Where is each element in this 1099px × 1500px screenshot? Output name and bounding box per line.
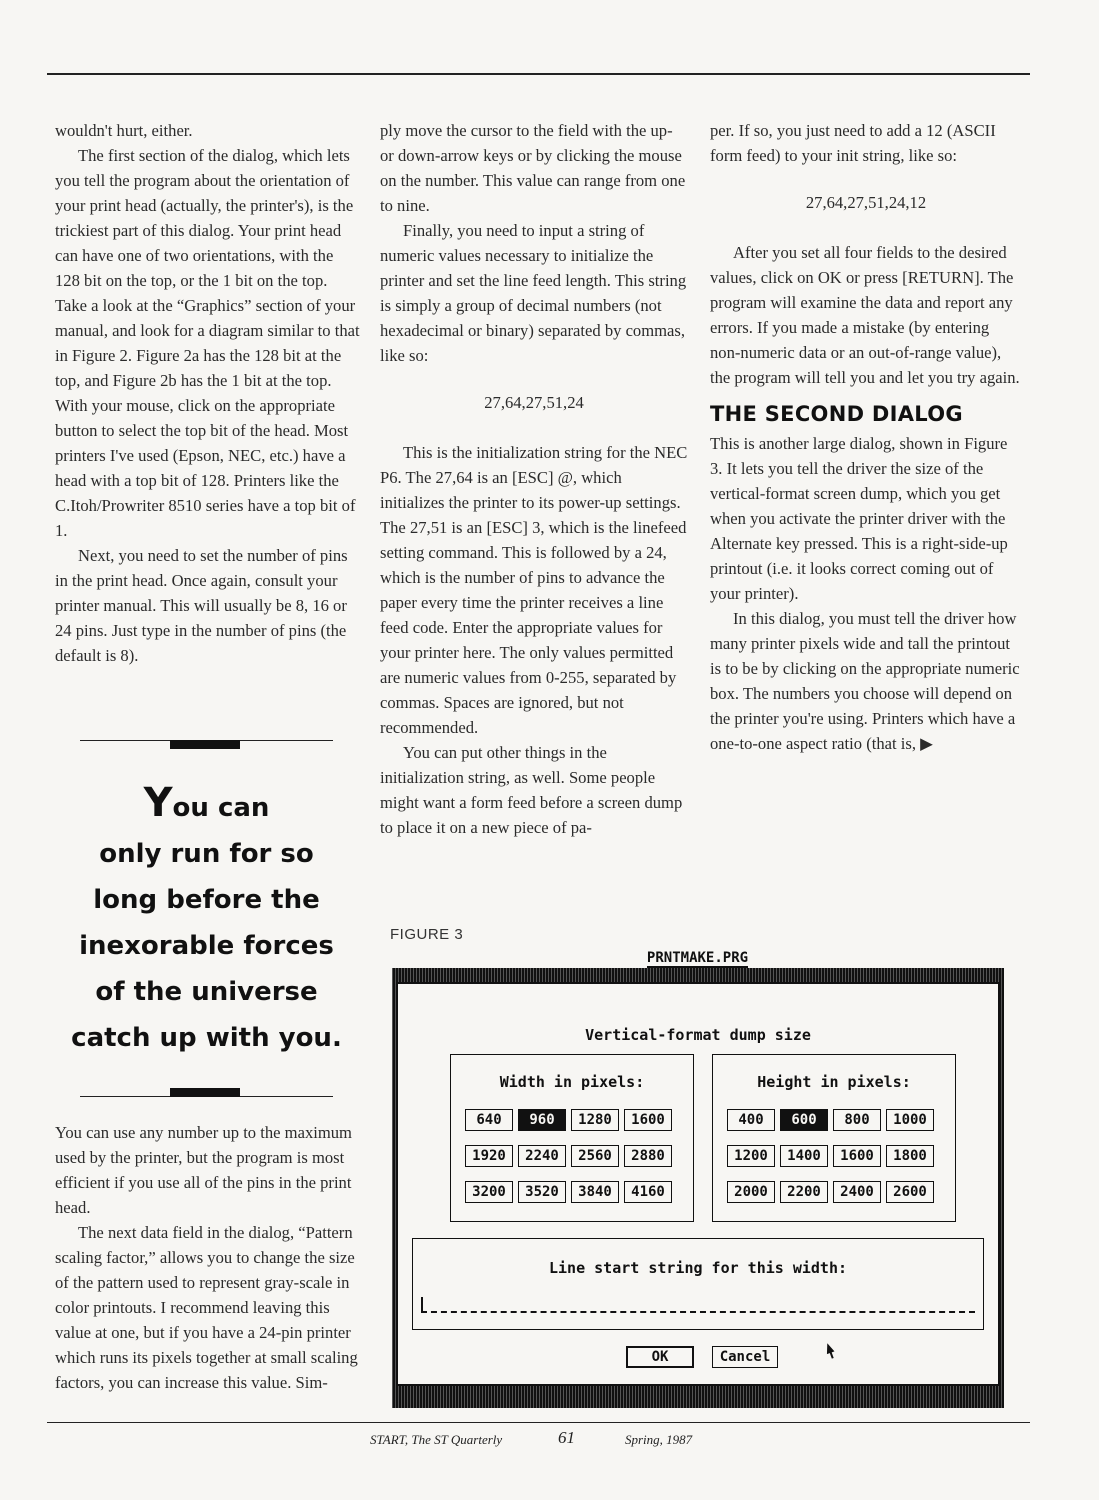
width-option-button[interactable]: 3200 <box>465 1181 513 1203</box>
pull-quote-text: You can only run for so long before the inexorable forces of the universe catch up with you. <box>71 780 342 1053</box>
width-option-button[interactable]: 1600 <box>624 1109 672 1131</box>
article-column-1 <box>55 118 360 668</box>
height-option-button[interactable]: 1800 <box>886 1145 934 1167</box>
height-button-grid <box>727 1109 934 1203</box>
paragraph: ply move the cursor to the field with the up- or down-arrow keys or by clicking the mouse on the number. This value can range from one to nine. <box>380 121 686 215</box>
height-group-title: Height in pixels: <box>757 1073 911 1091</box>
width-option-button[interactable]: 960 <box>518 1109 566 1131</box>
paragraph: You can use any number up to the maximum used by the printer, but the program is most efficient if you use all of the pins in the print head. <box>55 1123 352 1217</box>
line-start-group <box>412 1238 984 1330</box>
paragraph: After you set all four fields to the desired values, click on OK or press [RETURN]. The program will examine the data and report any errors. If you made a mistake (by entering non-numeric data or an out-of-range value), the program will tell you and let you try again. <box>710 243 1020 387</box>
window-title: PRNTMAKE.PRG <box>646 950 749 966</box>
paragraph: This is another large dialog, shown in Figure 3. It lets you tell the driver the size of the vertical-format screen dump, which you get when you activate the printer driver with the Alternate key pressed. This is a right-side-up printout (i.e. it looks correct coming out of your printer). <box>710 434 1008 603</box>
height-option-button[interactable]: 1600 <box>833 1145 881 1167</box>
dialog-panel <box>396 982 1000 1386</box>
dialog-heading: Vertical-format dump size <box>585 1026 811 1044</box>
width-option-button[interactable]: 4160 <box>624 1181 672 1203</box>
pull-quote-bottom-rule <box>55 1083 358 1097</box>
cancel-button[interactable]: Cancel <box>712 1346 778 1368</box>
paragraph: Finally, you need to input a string of numeric values necessary to initialize the printer and set the line feed length. This string is simply a group of decimal numbers (not hexadecimal or binary) separated by commas, like so: <box>380 221 687 365</box>
width-option-button[interactable]: 3520 <box>518 1181 566 1203</box>
footer-publication: START, The ST Quarterly <box>370 1432 503 1447</box>
width-option-button[interactable]: 1920 <box>465 1145 513 1167</box>
width-button-grid <box>465 1109 672 1203</box>
ok-button[interactable]: OK <box>626 1346 694 1368</box>
paragraph: The first section of the dialog, which lets you tell the program about the orientation of your print head (actually, the printer's), is the trickiest part of this dialog. Your print head can have one of two orientations, with the 128 bit on the top, or the 1 bit on the top. Take a look at the “Graphics” section of your manual, and look for a diagram similar to that in Figure 2. Figure 2a has the 128 bit at the top, and Figure 2b has the 1 bit at the top. With your mouse, click on the appropriate button to select the top bit of the head. Most printers I've used (Epson, NEC, etc.) have a head with a top bit of 128. Printers like the C.Itoh/Prowriter 8510 series have a top bit of 1. <box>55 146 360 540</box>
code-line: 27,64,27,51,24,12 <box>805 193 927 212</box>
height-option-button[interactable]: 2400 <box>833 1181 881 1203</box>
height-option-button[interactable]: 1200 <box>727 1145 775 1167</box>
article-column-2 <box>380 118 688 840</box>
paragraph: per. If so, you just need to add a 12 (ASCII form feed) to your init string, like so: <box>710 121 996 165</box>
height-option-button[interactable]: 400 <box>727 1109 775 1131</box>
width-group <box>450 1054 694 1222</box>
bottom-rule <box>47 1422 1030 1423</box>
paragraph: This is the initialization string for the NEC P6. The 27,64 is an [ESC] @, which initializes the printer to its power-up settings. The 27,51 is an [ESC] 3, which is the linefeed setting command. This is followed by a 24, which is the number of pins to advance the paper every time the printer receives a line feed code. Enter the appropriate values for your printer here. The only values permitted are numeric values from 0-255, separated by commas. Spaces are ignored, but not recommended. <box>380 443 688 737</box>
line-start-input[interactable] <box>421 1297 975 1313</box>
footer-page-number: 61 <box>558 1428 575 1447</box>
paragraph: wouldn't hurt, either. <box>55 121 193 140</box>
width-group-title: Width in pixels: <box>499 1073 645 1091</box>
height-option-button[interactable]: 2600 <box>886 1181 934 1203</box>
height-option-button[interactable]: 600 <box>780 1109 828 1131</box>
pull-quote <box>55 740 358 1097</box>
paragraph: You can put other things in the initialization string, as well. Some people might want a form feed before a screen dump to place it on a new piece of pa- <box>380 743 683 837</box>
width-option-button[interactable]: 2240 <box>518 1145 566 1167</box>
pull-quote-top-rule <box>55 740 358 754</box>
code-line: 27,64,27,51,24 <box>484 393 584 412</box>
section-heading: THE SECOND DIALOG <box>710 402 963 426</box>
paragraph: The next data field in the dialog, “Pattern scaling factor,” allows you to change the size of the pattern used to represent gray-scale in color printouts. I recommend leaving this value at one, but if you have a 24-pin printer which runs its pixels together at small scaling factors, you can increase this value. Sim- <box>55 1223 358 1392</box>
article-column-3 <box>710 118 1022 756</box>
width-option-button[interactable]: 640 <box>465 1109 513 1131</box>
height-option-button[interactable]: 2000 <box>727 1181 775 1203</box>
article-column-1-continued <box>55 1120 360 1395</box>
paragraph: In this dialog, you must tell the driver how many printer pixels wide and tall the printout is to be by clicking on the appropriate numeric box. The numbers you choose will depend on the printer you're using. Printers which have a one-to-one aspect ratio (that is, ▶ <box>710 609 1020 753</box>
line-start-label: Line start string for this width: <box>548 1259 847 1277</box>
footer-issue: Spring, 1987 <box>625 1432 693 1447</box>
width-option-button[interactable]: 1280 <box>571 1109 619 1131</box>
paragraph: Next, you need to set the number of pins in the print head. Once again, consult your printer manual. This will usually be 8, 16 or 24 pins. Just type in the number of pins (the default is 8). <box>55 546 348 665</box>
width-option-button[interactable]: 2560 <box>571 1145 619 1167</box>
height-option-button[interactable]: 1000 <box>886 1109 934 1131</box>
height-group <box>712 1054 956 1222</box>
top-rule <box>47 73 1030 75</box>
height-option-button[interactable]: 1400 <box>780 1145 828 1167</box>
width-option-button[interactable]: 2880 <box>624 1145 672 1167</box>
width-option-button[interactable]: 3840 <box>571 1181 619 1203</box>
height-option-button[interactable]: 800 <box>833 1109 881 1131</box>
figure-label: FIGURE 3 <box>390 926 464 943</box>
dialog-window <box>392 968 1004 1408</box>
height-option-button[interactable]: 2200 <box>780 1181 828 1203</box>
